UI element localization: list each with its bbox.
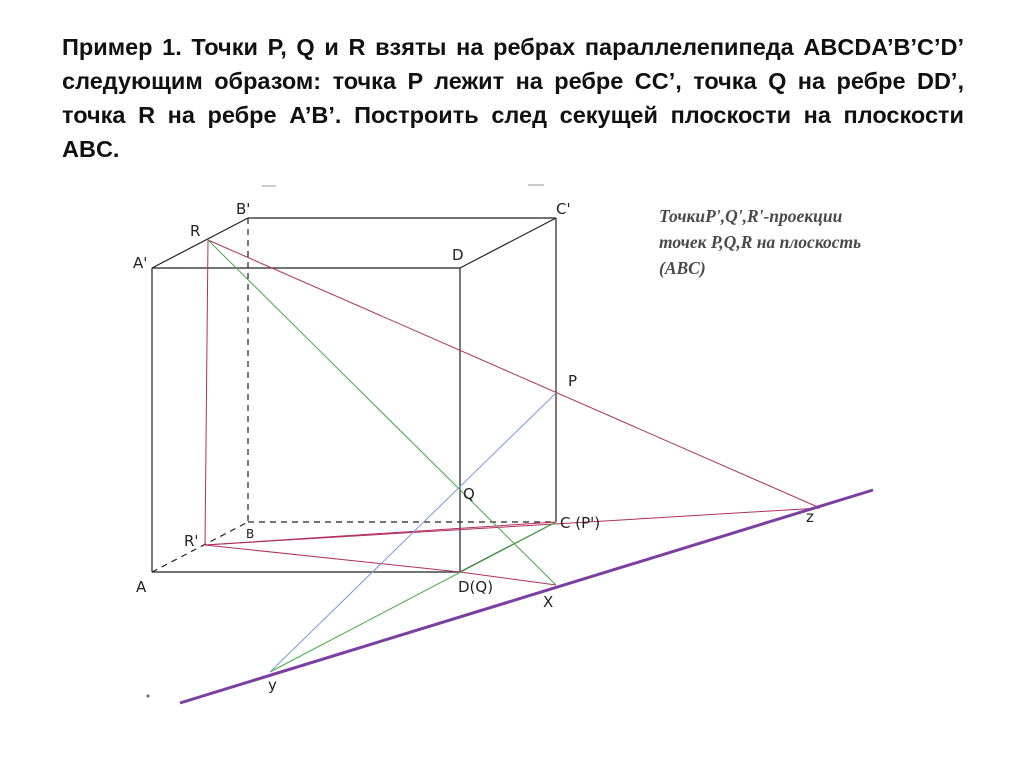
slide-title: Пример 1. Точки P, Q и R взяты на ребрах параллелепипеда ABCDA’B’C’D’ следующим образом: точка P лежит на ребре CC’, точка Q на ребре DD’, точка R на ребре A’B’. Построить след секущей плоскости на плоскости ABC. bbox=[62, 34, 964, 162]
label-c-pprime: C (P') bbox=[560, 514, 601, 532]
label-d-top: D bbox=[452, 246, 464, 264]
label-a: A bbox=[136, 578, 147, 596]
label-x: X bbox=[543, 593, 554, 611]
line-c-y bbox=[270, 522, 556, 672]
point-labels bbox=[133, 200, 814, 694]
note-line-2: точек P,Q,R на плоскость bbox=[659, 232, 862, 252]
line-r-rprime bbox=[205, 240, 208, 545]
edge-bottom-left-depth-hidden bbox=[152, 522, 248, 572]
line-r-z bbox=[208, 240, 820, 508]
top-tick-marks bbox=[262, 185, 544, 186]
label-z: z bbox=[806, 508, 814, 526]
parallelepiped-edges bbox=[152, 218, 556, 572]
line-rprime-d bbox=[205, 545, 460, 572]
stray-dot bbox=[147, 695, 150, 698]
note-line-3: (ABC) bbox=[659, 258, 706, 278]
label-q: Q bbox=[463, 485, 475, 503]
label-a-top: A' bbox=[133, 254, 148, 272]
label-r-prime: R' bbox=[184, 532, 199, 550]
label-b: B bbox=[246, 527, 255, 541]
label-b-top: B' bbox=[236, 200, 251, 218]
hidden-edges bbox=[152, 218, 556, 572]
label-c-top: C' bbox=[556, 200, 571, 218]
label-y: y bbox=[268, 676, 277, 694]
edge-top-right-depth bbox=[460, 218, 556, 268]
label-r: R bbox=[190, 222, 201, 240]
label-p: P bbox=[568, 372, 578, 390]
note-line-1: ТочкиP',Q',R'-проекции bbox=[659, 206, 843, 226]
green-construction-lines bbox=[208, 240, 556, 672]
label-d-q: D(Q) bbox=[458, 578, 494, 596]
